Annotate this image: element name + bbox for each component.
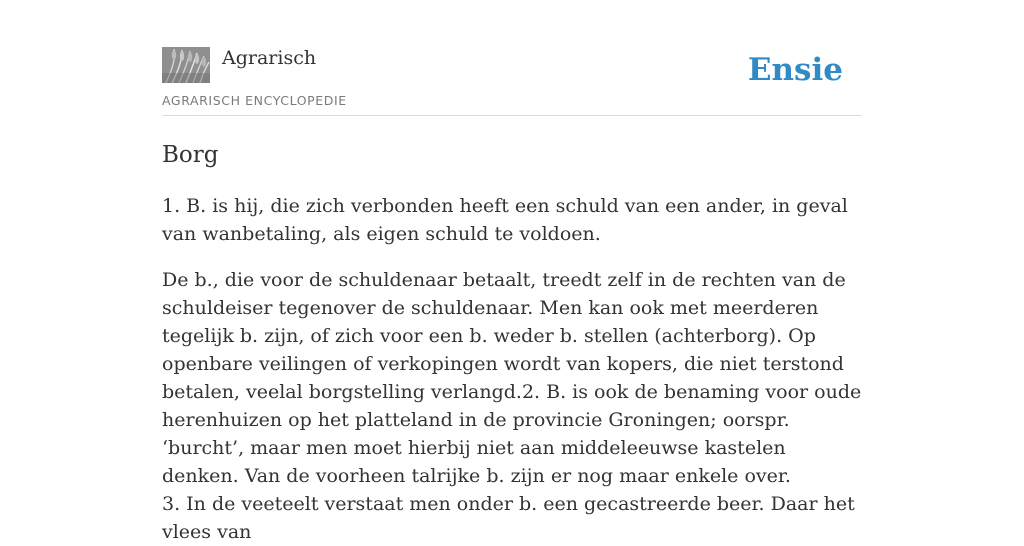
book-avatar[interactable] xyxy=(162,47,210,83)
book-name-link[interactable]: Agrarisch xyxy=(222,47,317,69)
article-paragraph: 1. B. is hij, die zich verbonden heeft een schuld van een ander, in geval van wanbetaling, als eigen schuld te voldoen. xyxy=(162,195,848,245)
article-paragraph: 3. In de veeteelt verstaat men onder b. een gecastreerde beer. Daar het vlees van xyxy=(162,493,855,543)
ensie-logo[interactable]: Ensie xyxy=(747,52,843,88)
article-paragraph: De b., die voor de schuldenaar betaalt, treedt zelf in de rechten van de schuldeiser tegenover de schuldenaar. Men kan ook met meerderen tegelijk b. zijn, of zich voor een b. weder b. stellen (achterborg). Op openbare veilingen of verkopingen wordt van kopers, die niet terstond betalen, veelal borgstelling verlangd.2. B. is ook de benaming voor oude herenhuizen op het platteland in de provincie Groningen; oorspr. ‘burcht’, maar men moet hierbij niet aan middeleeuwse kastelen denken. Van de voorheen talrijke b. zijn er nog maar enkele over. xyxy=(162,269,862,487)
article xyxy=(162,138,862,546)
header xyxy=(162,0,862,116)
book-subtitle: AGRARISCH ENCYCLOPEDIE xyxy=(162,93,347,108)
wheat-icon xyxy=(162,47,210,83)
article-title: Borg xyxy=(162,142,219,168)
